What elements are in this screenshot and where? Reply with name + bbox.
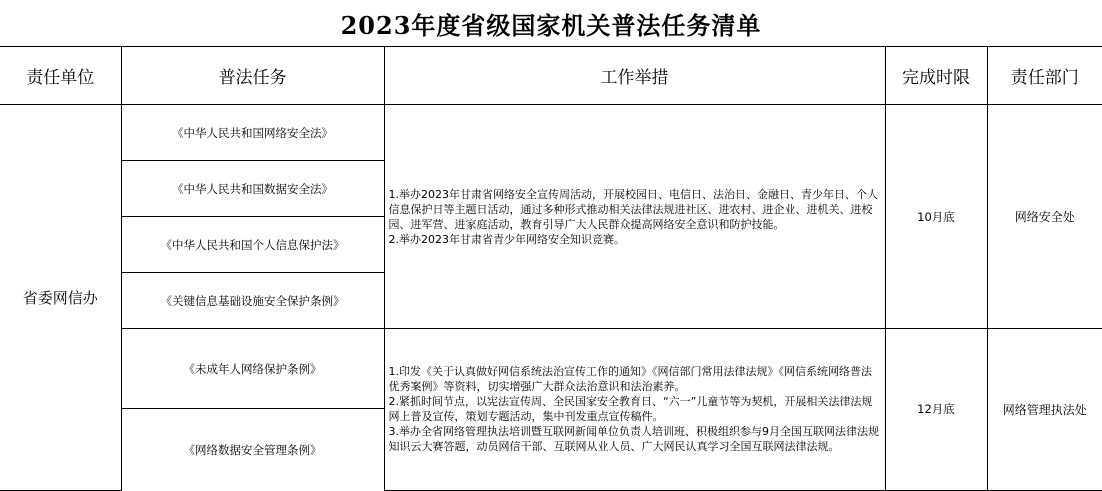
header-unit: 责任单位 [0,47,121,105]
table-row [0,105,1102,161]
measure-item: 1.印发《关于认真做好网信系统法治宣传工作的通知》《网信部门常用法律法规》《网信系统网络普法优秀案例》等资料，切实增强广大群众法治意识和法治素养。 [388,365,872,394]
task-table [0,46,1102,491]
task-cell: 《网络数据安全管理条例》 [121,409,384,491]
header-row [0,47,1102,105]
task-cell: 《未成年人网络保护条例》 [121,329,384,409]
task-cell: 《中华人民共和国数据安全法》 [121,161,384,217]
task-cell: 《关键信息基础设施安全保护条例》 [121,273,384,329]
measures-cell [384,105,885,329]
measure-item: 3.举办全省网络管理执法培训暨互联网新闻单位负责人培训班、积极组织参与9月全国互联网法律法规知识云大赛答题，动员网信干部、互联网从业人员、广大网民认真学习全国互联网法律法规。 [388,425,879,454]
task-cell: 《中华人民共和国个人信息保护法》 [121,217,384,273]
document-title: 2023年度省级国家机关普法任务清单 [0,0,1102,47]
header-tasks: 普法任务 [121,47,384,105]
measures-cell [384,329,885,491]
dept-cell: 网络管理执法处 [987,329,1102,491]
table-row [0,329,1102,409]
responsible-unit: 省委网信办 [0,105,121,491]
header-deadline: 完成时限 [885,47,987,105]
header-measures: 工作举措 [384,47,885,105]
header-dept: 责任部门 [987,47,1102,105]
task-cell: 《中华人民共和国网络安全法》 [121,105,384,161]
measure-item: 1.举办2023年甘肃省网络安全宣传周活动，开展校园日、电信日、法治日、金融日、青少年日、个人信息保护日等主题日活动，通过多种形式推动相关法律法规进社区、进农村、进企业、进机关、进校园、进军营、进家庭活动，教育引导广大人民群众提高网络安全意识和防护技能。 [388,187,878,231]
deadline-cell: 10月底 [885,105,987,329]
dept-cell: 网络安全处 [987,105,1102,329]
deadline-cell: 12月底 [885,329,987,491]
measure-item: 2.紧抓时间节点，以宪法宣传周、全民国家安全教育日、“六一”儿童节等为契机，开展相关法律法规网上普及宣传，策划专题活动，集中刊发重点宣传稿件。 [388,395,873,424]
measure-item: 2.举办2023年甘肃省青少年网络安全知识竞赛。 [388,232,625,246]
